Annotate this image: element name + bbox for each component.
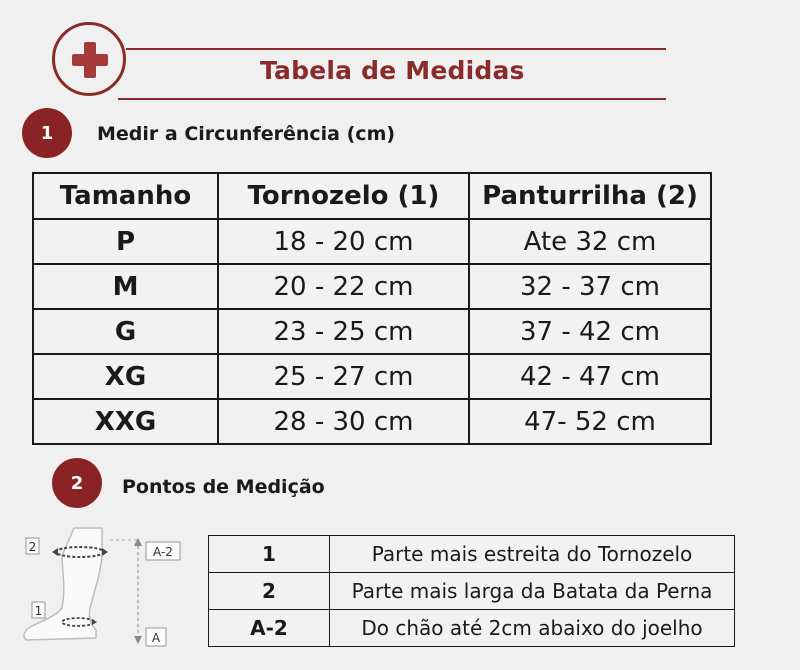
header-size: Tamanho bbox=[33, 173, 218, 219]
table-row bbox=[209, 536, 735, 573]
ankle-cell: 23 - 25 cm bbox=[218, 309, 469, 354]
calf-cell: 37 - 42 cm bbox=[469, 309, 711, 354]
diagram-label-a2: A-2 bbox=[153, 545, 173, 559]
table-row bbox=[33, 264, 711, 309]
header-line-top bbox=[126, 48, 666, 50]
size-cell: XXG bbox=[33, 399, 218, 444]
size-cell: XG bbox=[33, 354, 218, 399]
legend-code: A-2 bbox=[209, 610, 330, 647]
leg-measurement-diagram bbox=[14, 526, 186, 656]
header-badge bbox=[52, 22, 126, 96]
diagram-label-1: 1 bbox=[34, 604, 43, 618]
calf-cell: 47- 52 cm bbox=[469, 399, 711, 444]
legend-description: Do chão até 2cm abaixo do joelho bbox=[330, 610, 735, 647]
diagram-label-a: A bbox=[151, 631, 161, 645]
table-row bbox=[33, 399, 711, 444]
size-cell: M bbox=[33, 264, 218, 309]
step-1-title: Medir a Circunferência (cm) bbox=[97, 123, 396, 145]
ankle-cell: 25 - 27 cm bbox=[218, 354, 469, 399]
calf-cell: Ate 32 cm bbox=[469, 219, 711, 264]
legend-table bbox=[208, 535, 735, 647]
calf-cell: 32 - 37 cm bbox=[469, 264, 711, 309]
legend-description: Parte mais larga da Batata da Perna bbox=[330, 573, 735, 610]
table-row bbox=[209, 573, 735, 610]
ankle-cell: 20 - 22 cm bbox=[218, 264, 469, 309]
legend-code: 2 bbox=[209, 573, 330, 610]
page-title: Tabela de Medidas bbox=[260, 56, 525, 85]
size-table-header bbox=[33, 173, 711, 219]
ankle-cell: 28 - 30 cm bbox=[218, 399, 469, 444]
header-line-bottom bbox=[118, 98, 666, 100]
diagram-label-2: 2 bbox=[28, 540, 37, 554]
header-calf: Panturrilha (2) bbox=[469, 173, 711, 219]
legend-code: 1 bbox=[209, 536, 330, 573]
ankle-cell: 18 - 20 cm bbox=[218, 219, 469, 264]
table-row bbox=[33, 309, 711, 354]
calf-cell: 42 - 47 cm bbox=[469, 354, 711, 399]
size-cell: P bbox=[33, 219, 218, 264]
table-row bbox=[33, 354, 711, 399]
size-cell: G bbox=[33, 309, 218, 354]
table-row bbox=[33, 219, 711, 264]
table-row bbox=[209, 610, 735, 647]
header-ankle: Tornozelo (1) bbox=[218, 173, 469, 219]
legend-description: Parte mais estreita do Tornozelo bbox=[330, 536, 735, 573]
size-table bbox=[32, 172, 712, 445]
step-1-badge: 1 bbox=[22, 108, 72, 158]
step-2-title: Pontos de Medição bbox=[122, 476, 325, 498]
step-2-badge: 2 bbox=[52, 458, 102, 508]
